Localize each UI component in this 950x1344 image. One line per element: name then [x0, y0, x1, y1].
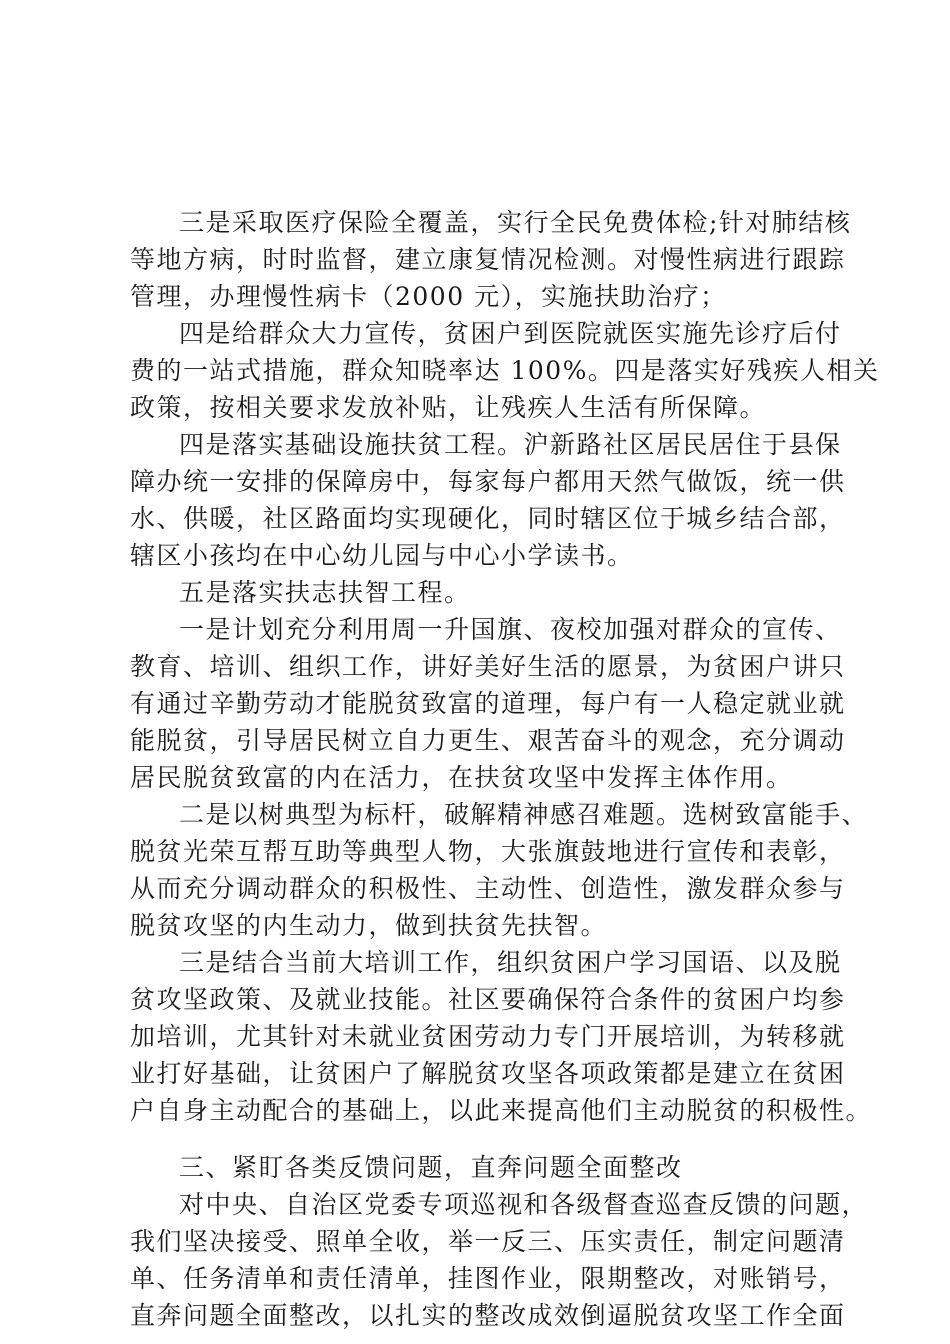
text-line: [0, 834, 950, 870]
text-line: [0, 390, 950, 426]
line-text: 从而充分调动群众的积极性、主动性、创造性，激发群众参与: [130, 874, 846, 903]
text-line: [0, 649, 950, 685]
line-text: 费的一站式措施，群众知晓率达 100%。四是落实好残疾人相关: [130, 356, 880, 385]
line-text: 政策，按相关要求发放补贴，让残疾人生活有所保障。: [130, 393, 767, 422]
line-text: 脱贫光荣互帮互助等典型人物，大张旗鼓地进行宣传和表彰，: [130, 837, 846, 866]
line-text: 居民脱贫致富的内在活力，在扶贫攻坚中发挥主体作用。: [130, 763, 793, 792]
line-text: 等地方病，时时监督，建立康复情况检测。对慢性病进行跟踪: [130, 245, 846, 274]
line-text: 贫攻坚政策、及就业技能。社区要确保符合条件的贫困户均参: [130, 985, 846, 1014]
text-line: [0, 1298, 950, 1334]
text-line: [0, 501, 950, 537]
text-line: [0, 1224, 950, 1260]
text-line: [0, 760, 950, 796]
text-line: [0, 538, 950, 574]
text-line: [0, 982, 950, 1018]
line-text: 单、任务清单和责任清单，挂图作业，限期整改，对账销号，: [130, 1264, 846, 1293]
text-line: [0, 871, 950, 907]
section-heading-text: 三、紧盯各类反馈问题，直奔问题全面整改: [179, 1153, 683, 1182]
text-line: [0, 464, 950, 500]
text-line: [0, 1019, 950, 1055]
line-text: 我们坚决接受、照单全收，举一反三、压实责任，制定问题清: [130, 1227, 846, 1256]
text-line: [0, 205, 950, 241]
text-line: [0, 945, 950, 981]
text-line: [0, 908, 950, 944]
text-line: [0, 575, 950, 611]
line-text: 辖区小孩均在中心幼儿园与中心小学读书。: [130, 541, 634, 570]
line-text: 管理，办理慢性病卡（2000 元），实施扶助治疗；: [130, 282, 727, 311]
line-text: 有通过辛勤劳动才能脱贫致富的道理，每户有一人稳定就业就: [130, 689, 846, 718]
text-line: [0, 1261, 950, 1297]
text-line: [0, 1187, 950, 1223]
line-text: 加培训，尤其针对未就业贫困劳动力专门开展培训，为转移就: [130, 1022, 846, 1051]
line-text: 业打好基础，让贫困户了解脱贫攻坚各项政策都是建立在贫困: [130, 1059, 846, 1088]
text-line: [0, 427, 950, 463]
line-text: 三是采取医疗保险全覆盖，实行全民免费体检;针对肺结核: [179, 208, 852, 237]
text-line: [0, 686, 950, 722]
line-text: 脱贫攻坚的内生动力，做到扶贫先扶智。: [130, 911, 608, 940]
text-line: [0, 242, 950, 278]
text-line: [0, 279, 950, 315]
line-text: 四是落实基础设施扶贫工程。沪新路社区居民居住于县保: [179, 430, 842, 459]
text-line: [0, 723, 950, 759]
text-line: [0, 316, 950, 352]
text-line: [0, 353, 950, 389]
line-text: 一是计划充分利用周一升国旗、夜校加强对群众的宣传、: [179, 615, 842, 644]
line-text: 二是以树典型为标杆，破解精神感召难题。选树致富能手、: [179, 800, 869, 829]
line-text: 户自身主动配合的基础上，以此来提高他们主动脱贫的积极性。: [130, 1096, 873, 1125]
text-line: [0, 797, 950, 833]
line-text: 对中央、自治区党委专项巡视和各级督查巡查反馈的问题，: [179, 1190, 869, 1219]
text-line: [0, 1056, 950, 1092]
line-text: 直奔问题全面整改，以扎实的整改成效倒逼脱贫攻坚工作全面: [130, 1301, 846, 1330]
line-text: 教育、培训、组织工作，讲好美好生活的愿景，为贫困户讲只: [130, 652, 846, 681]
line-text: 障办统一安排的保障房中，每家每户都用天然气做饭，统一供: [130, 467, 846, 496]
section-heading: [0, 1150, 950, 1186]
line-text: 水、供暖，社区路面均实现硬化，同时辖区位于城乡结合部，: [130, 504, 846, 533]
line-text: 四是给群众大力宣传，贫困户到医院就医实施先诊疗后付: [179, 319, 842, 348]
text-line: [0, 612, 950, 648]
line-text: 能脱贫，引导居民树立自力更生、艰苦奋斗的观念，充分调动: [130, 726, 846, 755]
line-text: 三是结合当前大培训工作，组织贫困户学习国语、以及脱: [179, 948, 842, 977]
line-text: 五是落实扶志扶智工程。: [179, 578, 471, 607]
text-line: [0, 1093, 950, 1129]
